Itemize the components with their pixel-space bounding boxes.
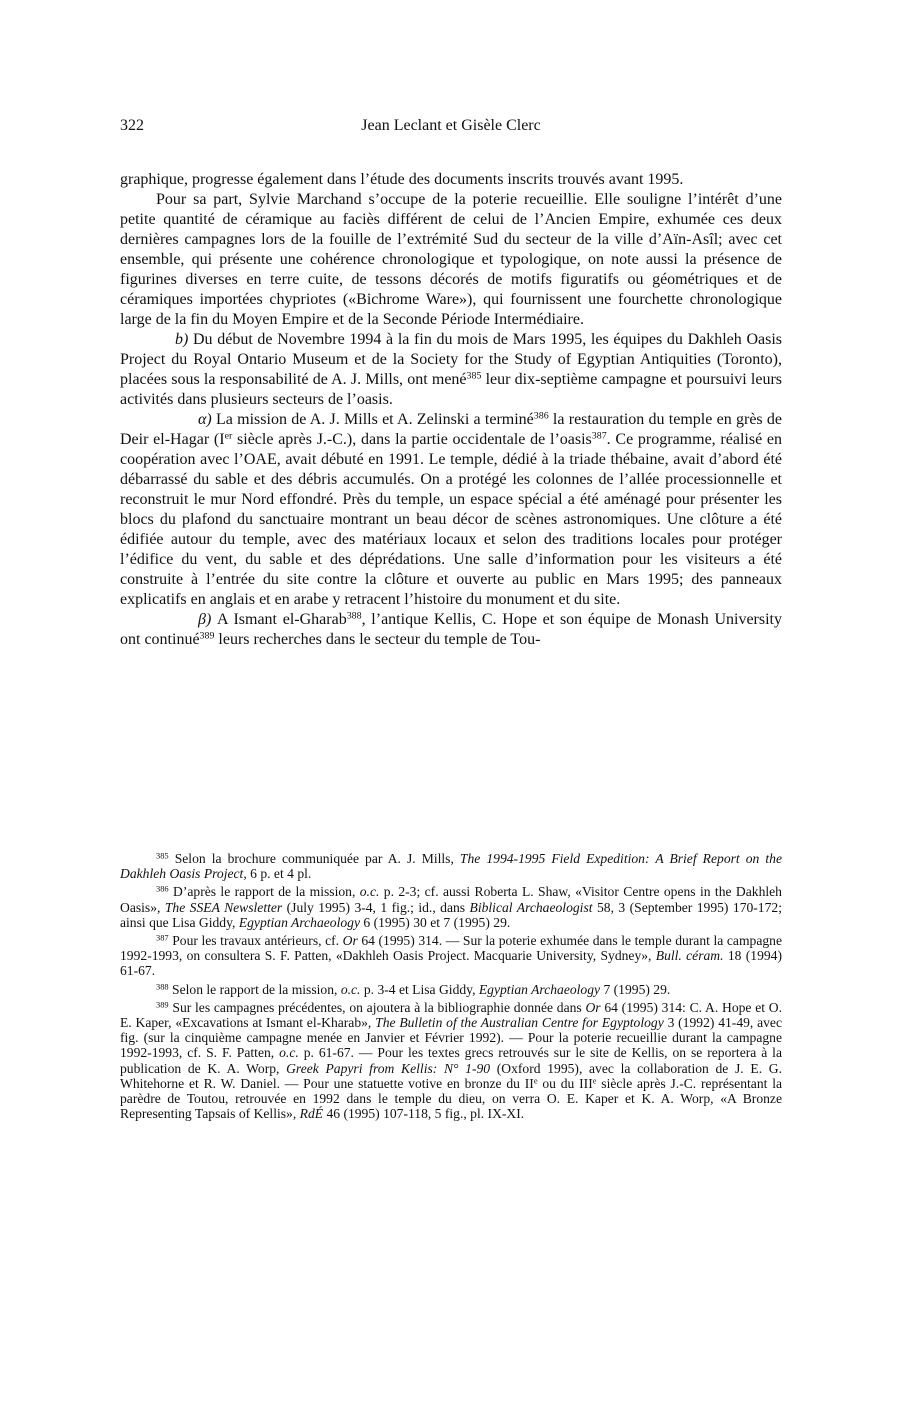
footnote-number: 387 [156,932,169,943]
footnote-title: Or [342,933,358,949]
paragraph-text: , l’antique Kellis, C. Hope et son équipe de Monash University ont continué [120,611,782,648]
ordinal-superscript: er [224,430,233,442]
footnote-text: Selon le rapport de la mission, [168,981,341,997]
footnote-title: Bull. céram. [655,948,724,964]
footnote-text: , 6 p. et 4 pl. [243,866,312,882]
footnote-title: Egyptian Archaeology [478,981,601,997]
footnote-title: The 1994-1995 Field Expedition: A Brief Report on the Dakhleh Oasis Project [120,851,783,882]
paragraph-text: la restauration du temple en grès de Deir el-Hagar (I [120,411,783,448]
section-marker: α) [198,411,212,428]
footnote-title: o.c. [359,884,380,900]
section-marker: b) [175,331,189,348]
paragraph-text: siècle après J.-C.), dans la partie occidentale de l’oasis [232,431,592,448]
footnote-number: 389 [156,999,169,1010]
main-text [120,170,782,650]
page-number: 322 [120,117,144,134]
footnote-text: Sur les campagnes précédentes, on ajoutera à la bibliographie donnée dans [168,999,586,1015]
footnote-title: Egyptian Archaeology [238,914,360,930]
footnote-title: RdÉ [299,1106,324,1122]
footnote-388 [120,982,782,997]
footnote-389 [120,1000,782,1122]
footnote-number: 386 [156,883,169,894]
footnote-text: D’après le rapport de la mission, [168,884,360,900]
footnote-title: The Bulletin of the Australian Centre for Egyptology [375,1015,664,1031]
paragraph-text: Pour sa part, Sylvie Marchand s’occupe de la poterie recueillie. Elle souligne l’intérêt d’une petite quantité de céramique au faciès différent de celui de l’Ancien Empire, exhumée ces deux dernières campagnes lors de la fouille de l’extrémité Sud du secteur de la ville d’Aïn-Asîl; avec cet ensemble, qui présente une cohérence chronologique et typologique, on note aussi la présence de figurines diverses en terre cuite, de tessons décorés de motifs figuratifs ou géométriques et de céramiques importées chypriotes («Bichrome Ware»), qui fournissent une fourchette chronologique large de la fin du Moyen Empire et de la Seconde Période Intermédiaire. [120,191,782,328]
footnote-text: 3 (1992) 41-49, avec fig. (sur la cinquième campagne menée en Janvier et Février 1992). — Pour la poterie recueillie durant la campagne 1992-1993, cf. S. F. Patten, [120,1015,783,1061]
paragraph-text: leur dix-septième campagne et poursuivi leurs activités dans plusieurs secteurs de l’oasis. [120,371,783,408]
footnote-text: Pour les travaux antérieurs, cf. [168,933,343,949]
ordinal-superscript: e [592,1075,597,1086]
running-head: Jean Leclant et Gisèle Clerc [361,117,541,134]
footnote-text: (July 1995) 3-4, 1 fig.; id., dans [282,899,470,915]
footnote-ref: 389 [199,630,215,642]
paragraph [120,610,782,650]
footnote-text: 6 (1995) 30 et 7 (1995) 29. [360,914,511,930]
footnote-text: p. 61-67. — Pour les textes grecs retrouvés sur le site de Kellis, on se reportera à la publication de K. A. Worp, [120,1045,782,1076]
footnote-text: 7 (1995) 29. [600,981,671,997]
paragraph-text: A Ismant el-Gharab [211,611,347,628]
footnote-text: 64 (1995) 314: C. A. Hope et O. E. Kaper, «Excavations at Ismant el-Kharab», [120,999,782,1031]
footnote-text: p. 2-3; cf. aussi Roberta L. Shaw, «Visitor Centre opens in the Dakhleh Oasis», [120,884,782,915]
footnote-text: 64 (1995) 314. — Sur la poterie exhumée dans le temple durant la campagne 1992-1993, on consultera S. F. Patten, «Dakhleh Oasis Project. Macquarie University, Sydney», [120,933,782,964]
page-header [120,117,782,139]
footnote-title: o.c. [340,981,361,997]
paragraph-text: leurs recherches dans le secteur du temple de Tou- [214,631,541,648]
paragraph [120,170,782,190]
footnote-title: Biblical Archaeologist [469,899,593,915]
footnote-title: o.c. [279,1045,299,1061]
footnote-text: (Oxford 1995), avec la collaboration de J. E. G. Whitehorne et R. W. Daniel. — Pour une statuette votive en bronze du II [120,1060,782,1091]
footnote-text: 58, 3 (September 1995) 170-172; ainsi que Lisa Giddy, [120,899,782,930]
footnote-387 [120,933,782,979]
paragraph-text: . Ce programme, réalisé en coopération avec l’OAE, avait débuté en 1991. Le temple, dédié à la triade thébaine, avait d’abord été débarrassé du sable et des débris accumulés. On a protégé les colonnes de l’allée processionnelle et reconstruit le mur Nord effondré. Près du temple, un espace spécial a été aménagé pour présenter les blocs du plafond du sanctuaire montrant un beau décor de scènes astronomiques. Une clôture a été édifiée autour du temple, avec des matériaux locaux et selon des traditions locales pour protéger l’édifice du vent, du sable et des déprédations. Une salle d’information pour les visiteurs a été construite à l’entrée du site contre la clôture et ouverte au public en Mars 1995; des panneaux explicatifs en anglais et en arabe y retracent l’histoire du monument et du site. [120,431,783,608]
paragraph-text: Du début de Novembre 1994 à la fin du mois de Mars 1995, les équipes du Dakhleh Oasis Project du Royal Ontario Museum et de la Society for the Study of Egyptian Antiquities (Toronto), placées sous la responsabilité de A. J. Mills, ont mené [120,331,782,388]
paragraph [120,190,782,330]
footnote-title: The SSEA Newsletter [164,899,283,915]
footnote-title: Greek Papyri from Kellis: N° 1-90 [286,1060,491,1076]
paragraph-text: graphique, progresse également dans l’étude des documents inscrits trouvés avant 1995. [120,171,684,188]
paragraph [120,410,782,610]
footnote-text: siècle après J.-C. représentant la parèdre de Toutou, retrouvée en 1992 dans le temple du dieu, on verra O. E. Kaper et K. A. Worp, «A Bronze Representing Tapsais of Kellis», [120,1075,783,1122]
footnote-text: 18 (1994) 61-67. [120,948,782,979]
footnote-ref: 385 [466,370,482,382]
footnote-text: ou du III [537,1075,593,1091]
footnote-text: p. 3-4 et Lisa Giddy, [360,981,479,997]
footnote-text: Selon la brochure communiquée par A. J. Mills, [168,851,460,866]
footnote-number: 385 [156,850,169,861]
paragraph-text: La mission de A. J. Mills et A. Zelinski a terminé [211,411,534,428]
footnote-ref: 388 [346,610,362,622]
footnote-ref: 387 [591,430,607,442]
footnote-385 [120,851,782,881]
ordinal-superscript: e [533,1075,538,1086]
footnote-text: 46 (1995) 107-118, 5 fig., pl. IX-XI. [323,1106,525,1122]
footnote-386 [120,884,782,930]
footnotes [120,851,782,1124]
footnote-number: 388 [156,981,169,991]
footnote-ref: 386 [533,410,549,422]
section-marker: β) [198,611,212,628]
paragraph [120,330,782,410]
footnote-title: Or [585,999,601,1015]
